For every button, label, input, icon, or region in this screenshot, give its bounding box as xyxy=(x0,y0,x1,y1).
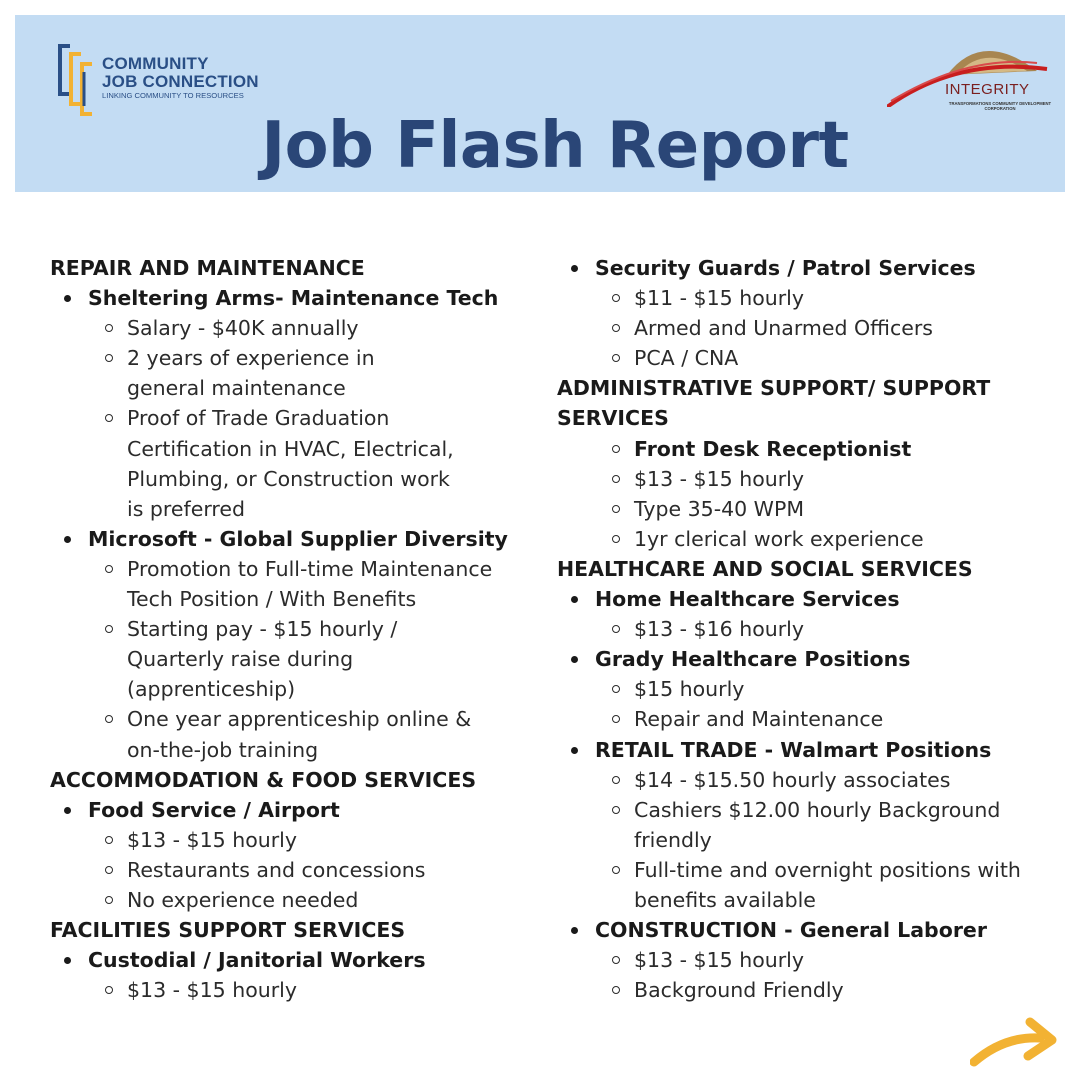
job-detail: $15 hourly xyxy=(557,674,1027,704)
header-banner xyxy=(15,15,1065,192)
job-detail: $13 - $15 hourly xyxy=(50,825,520,855)
job-detail: PCA / CNA xyxy=(557,343,1027,373)
cjc-name xyxy=(102,55,259,91)
left-column xyxy=(50,253,520,1005)
integrity-name: INTEGRITY xyxy=(945,81,1030,98)
job-detail: $13 - $15 hourly xyxy=(557,945,1027,975)
job-detail: Promotion to Full-time Maintenance Tech Position / With Benefits xyxy=(50,554,497,614)
job-detail: Proof of Trade Graduation Certification in HVAC, Electrical, Plumbing, or Construction work is preferred xyxy=(50,403,467,523)
cjc-tagline: LINKING COMMUNITY TO RESOURCES xyxy=(102,91,244,100)
job-detail: 1yr clerical work experience xyxy=(557,524,1027,554)
job-title: RETAIL TRADE - Walmart Positions xyxy=(557,735,1027,765)
job-detail: $13 - $16 hourly xyxy=(557,614,1027,644)
job-detail: Full-time and overnight positions with benefits available xyxy=(557,855,1029,915)
cjc-name-line2: JOB CONNECTION xyxy=(102,72,259,91)
section-title: FACILITIES SUPPORT SERVICES xyxy=(50,918,406,943)
job-detail: Salary - $40K annually xyxy=(50,313,520,343)
job-detail: No experience needed xyxy=(50,885,520,915)
job-detail: 2 years of experience in general maintenance xyxy=(50,343,457,403)
job-detail: Armed and Unarmed Officers xyxy=(557,313,1027,343)
page-title: Job Flash Report xyxy=(261,109,849,183)
right-column xyxy=(557,253,1027,1005)
job-detail: Cashiers $12.00 hourly Background friendly xyxy=(557,795,1014,855)
cjc-name-line1: COMMUNITY xyxy=(102,54,209,73)
job-detail: $11 - $15 hourly xyxy=(557,283,1027,313)
section-title: ACCOMMODATION & FOOD SERVICES xyxy=(50,767,477,792)
integrity-tagline: TRANSFORMATIONS COMMUNITY DEVELOPMENT CORPORATION xyxy=(948,101,1052,111)
job-detail: Type 35-40 WPM xyxy=(557,494,1027,524)
job-title: Security Guards / Patrol Services xyxy=(557,253,1027,283)
job-title: Microsoft - Global Supplier Diversity xyxy=(50,524,520,554)
job-detail: Background Friendly xyxy=(557,975,1027,1005)
job-detail: One year apprenticeship online & on-the-job training xyxy=(50,704,502,764)
job-title: Sheltering Arms- Maintenance Tech xyxy=(50,283,520,313)
next-arrow-icon[interactable] xyxy=(970,1010,1060,1070)
job-detail: Repair and Maintenance xyxy=(557,704,1027,734)
job-detail: Starting pay - $15 hourly / Quarterly raise during (apprenticeship) xyxy=(50,614,497,704)
job-detail: $14 - $15.50 hourly associates xyxy=(557,765,1027,795)
job-detail: Restaurants and concessions xyxy=(50,855,520,885)
section-title: ADMINISTRATIVE SUPPORT/ SUPPORT SERVICES xyxy=(557,376,991,431)
job-title: Food Service / Airport xyxy=(50,795,520,825)
job-detail: $13 - $15 hourly xyxy=(557,464,1027,494)
job-detail: $13 - $15 hourly xyxy=(50,975,520,1005)
section-title: HEALTHCARE AND SOCIAL SERVICES xyxy=(557,556,973,581)
section-title: REPAIR AND MAINTENANCE xyxy=(50,256,365,280)
job-title: CONSTRUCTION - General Laborer xyxy=(557,915,1027,945)
job-title: Front Desk Receptionist xyxy=(557,434,1027,464)
job-title: Home Healthcare Services xyxy=(557,584,1027,614)
job-title: Custodial / Janitorial Workers xyxy=(50,945,520,975)
job-title: Grady Healthcare Positions xyxy=(557,644,1027,674)
